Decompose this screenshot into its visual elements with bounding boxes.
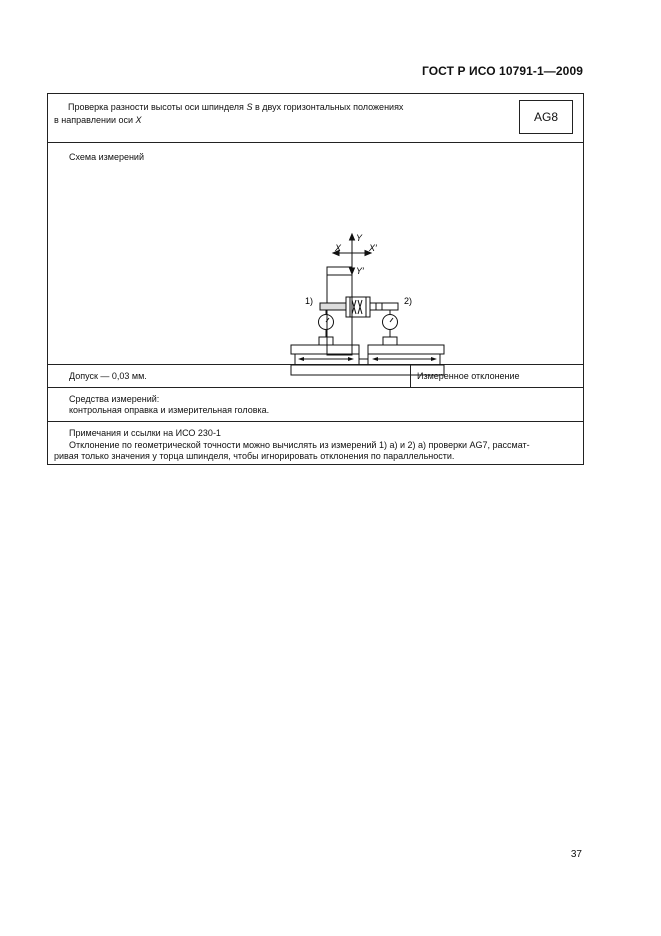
spindle-mandrel-icon [320,297,398,317]
tolerance-label: Допуск — 0,03 мм. [48,365,411,387]
check-sheet [47,93,584,465]
tolerance-row [48,365,583,388]
position-1-label: 1) [305,296,314,306]
notes-line: ривая только значения у торца шпинделя, чтобы игнорировать отклонения по параллельности. [54,451,455,461]
measurement-diagram [238,179,413,329]
document-code: ГОСТ Р ИСО 10791-1—2009 [421,64,583,78]
measured-deviation-label: Измеренное отклонение [417,371,520,381]
dial-indicator-1-icon [319,310,334,345]
axis-x-label: X [335,243,342,253]
notes [54,428,579,463]
measuring-tools [69,394,269,416]
scheme-label: Схема измерений [69,152,144,162]
notes-line: Отклонение по геометрической точности можно вычислять из измерений 1) а) и 2) а) проверки AG7, рассмат- [69,439,530,450]
check-code-box: AG8 [519,100,573,134]
title-text-part: Проверка разности высоты оси шпинделя [68,102,247,112]
dial-indicator-2-icon [383,310,398,345]
title-text-part: в направлении оси [54,115,136,125]
axis-y-prime-label: Y′ [356,266,364,276]
scheme-row [48,143,583,365]
page-number: 37 [570,849,582,860]
axis-x-prime-label: X′ [369,243,377,253]
check-title-row [48,94,583,143]
measuring-tools-row [48,388,583,422]
title-text-part: в двух горизонтальных положениях [252,102,404,112]
notes-row [48,422,583,464]
title-axis-symbol: X [135,115,142,125]
tools-title: Средства измерений: [69,394,160,404]
position-2-label: 2) [404,296,413,306]
tools-text: контрольная оправка и измерительная головка. [69,405,270,415]
machine-column-icon [327,267,352,355]
notes-title: Примечания и ссылки на ИСО 230-1 [69,428,221,438]
check-title [54,101,514,127]
title-spindle-symbol: S [246,102,253,112]
axis-y-label: Y [356,233,363,243]
